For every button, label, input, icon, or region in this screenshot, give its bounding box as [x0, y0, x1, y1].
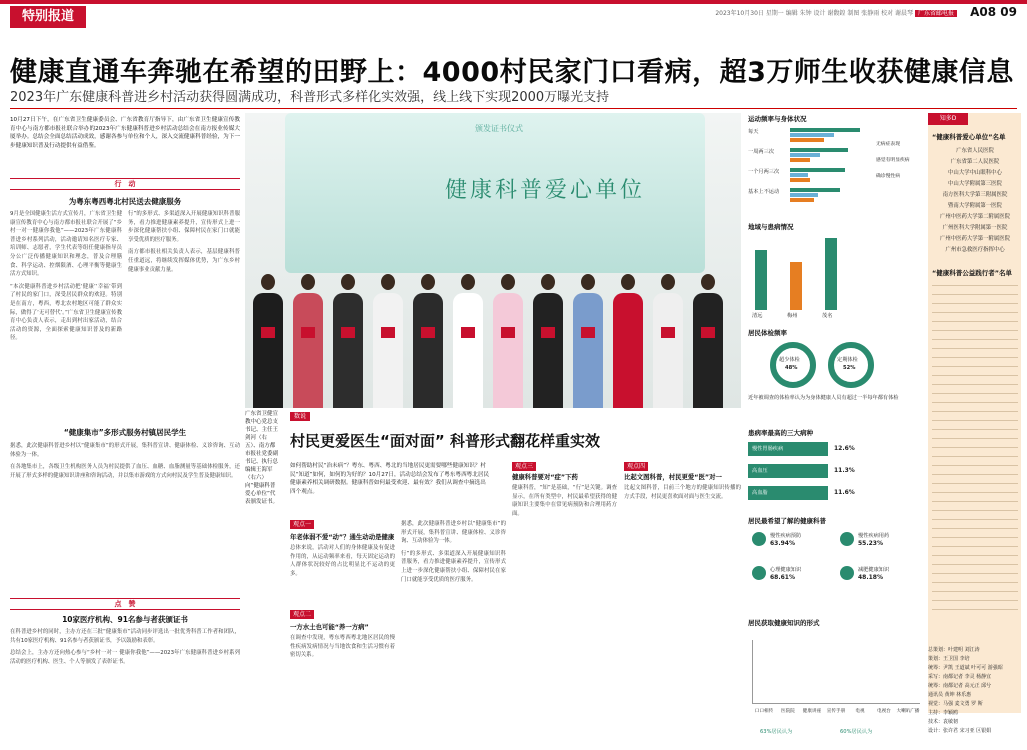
chart1-legend: 无病症表现: [876, 142, 900, 147]
credit-line: 统筹：尹凯 王道斌 叶可可 游强昭: [928, 665, 1003, 671]
chart1-bar: [790, 128, 860, 132]
photo-person-head: [381, 274, 395, 290]
credit-line: 技术：袁敏韧: [928, 719, 959, 725]
point4-tag: 观点四: [624, 462, 648, 471]
article-lead: 如何帮助村民“治未病”？粤东、粤西、粤北的当地居民更需要哪些健康知识？村民“知道”如何，如何的为好的？10月27日，活动总结会发布了粤东粤西粤北居民健康素养相关调研数据。健康科普如何最受欢迎、最有效？我们从调查中摘选出四个观点。: [290, 463, 490, 495]
col4-p1: 行”的多形式、多渠道深入开展健康知识科普服务，看力推进健康素养提升，宣传形式上进一步深化健康帮扶小组、保障村民在家门口就能享受优质的医疗服务。: [128, 211, 240, 243]
point3-text: 健康科普，“知”是基础，“行”是关键。调查显示，在所有类型中，村民最希望获得的健康知识主要集中在常见病预防和合理用药方面。: [512, 485, 617, 517]
photo-certificate: [421, 327, 435, 338]
photo-person: [333, 293, 363, 408]
chart4-label: 慢性胃肠疾病: [752, 446, 784, 452]
section-action-heading: 为粤东粤西粤北村民送去健康服务: [68, 197, 182, 206]
chart3-a-label: 超少体检: [779, 357, 800, 363]
col2-p2: 在各地集市上，各级卫生机构医务人员为村民提供了血压、血糖、血脂测量等基础体检服务，还开展了形式多样的健康知识讲座和咨询活动，并以集市游戏的方式向村民及学生普及健康知识。: [10, 464, 240, 479]
section-market-heading: “健康集市”多形式服务村镇居民学生: [63, 428, 187, 437]
section-action-label: 行 动: [10, 178, 240, 190]
knowledge-list2-title: “健康科普公益践行者”名单: [932, 269, 1013, 277]
chart5-icon: [752, 566, 766, 580]
photo-certificate: [501, 327, 515, 338]
data-section-tag: 数说: [290, 412, 310, 421]
credit-line: 采写：南都记者 李灵 杨静宜: [928, 674, 992, 680]
chart6-cat: 医院院: [781, 709, 795, 714]
credit-line: 主持：李颖鸥: [928, 710, 959, 716]
knowledge-list1-item: 广州市急救医疗指挥中心: [945, 247, 1005, 253]
article-headline: 村民更爱医生“面对面” 科普形式翻花样重实效: [290, 432, 600, 450]
page-meta-text: 2023年10月30日 星期一 编辑 朱钟 设计 谢馥鍠 制图 张静雨 校对 谢晨琴: [715, 10, 914, 17]
edition-badge: 广东省邮电报: [915, 10, 957, 17]
section-praise-label: 点 赞: [10, 598, 240, 610]
chart5-label: 慢性疾病用药: [858, 533, 890, 539]
chart6-cat: 口口相传: [754, 709, 774, 714]
knowledge-list1-item: 暨南大学附属第一医院: [948, 203, 1002, 209]
col-mid-p1: 据悉，此次健康科普进乡村以“健康集市”的形式开展，集科普宣讲、健康体检、义诊咨询、互动体验为一体。: [401, 521, 506, 545]
photo-person: [413, 293, 443, 408]
photo-banner-small: 颁发证书仪式: [475, 124, 523, 133]
photo-person-head: [461, 274, 475, 290]
chart6-b: 60%居民认为: [840, 729, 873, 735]
knowledge-list1-item: 中山大学中山眼科中心: [948, 170, 1002, 176]
knowledge-list2-names: [932, 282, 1018, 612]
chart1-bar: [790, 188, 840, 192]
photo-backdrop-banner: [285, 113, 705, 273]
chart5-value: 48.18%: [858, 574, 883, 581]
page-title: 健康直通车奔驰在希望的田野上：4000村民家门口看病，超3万师生收获健康信息: [10, 57, 1014, 88]
chart6-cat: 电视: [855, 709, 865, 714]
chart6-cat: 健康讲座: [802, 709, 822, 714]
point3-heading: 健康科普要对“症”下药: [512, 473, 578, 481]
chart4-title: 患病率最高的三大病种: [748, 429, 813, 437]
knowledge-list1-item: 广东省第二人民医院: [950, 159, 1000, 165]
photo-person-head: [341, 274, 355, 290]
photo-person-head: [541, 274, 555, 290]
photo-person: [533, 293, 563, 408]
chart1-bar: [790, 193, 818, 197]
credit-line: 设计：张许君 宋习亚 区银娟: [928, 728, 992, 734]
photo-person-head: [301, 274, 315, 290]
chart5-label: 慢性疾病预防: [770, 533, 802, 539]
photo-person-head: [661, 274, 675, 290]
chart1-legend: 感觉有明显疾病: [876, 158, 910, 163]
chart3-b-label: 定期体检: [837, 357, 858, 363]
chart1-bar: [790, 138, 824, 142]
credit-line: 通讯员 黄坤 林乐惠: [928, 692, 972, 698]
photo-person: [373, 293, 403, 408]
col4-p2: 南方都市报社相关负责人表示，基层健康科普任重道远，将继续发挥媒体优势，为广东乡村健康事业贡献力量。: [128, 249, 240, 273]
chart6-cat: 大喇叭广播: [896, 709, 920, 714]
credit-line: 视觉：马强 麦文勇 罗 斯: [928, 701, 983, 707]
chart5-icon: [840, 532, 854, 546]
photo-certificate: [301, 327, 315, 338]
photo-certificate: [261, 327, 275, 338]
top-red-line: [0, 0, 1027, 4]
photo-banner-text: 健康科普爱心单位: [445, 178, 646, 203]
chart4-value: 12.6%: [834, 445, 855, 452]
knowledge-list1-item: 广东省人民医院: [956, 148, 994, 154]
chart1-row-label: 基本上不运动: [748, 189, 780, 195]
col3-text: [10, 628, 240, 743]
point1-text: 总体来说，活动对人们的身体健康及有促进作用的，从运动频率来看，每天固定运动的人群体状况较好的占比明显比不运动的更多。: [290, 545, 395, 577]
chart1-row-label: 一周两三次: [748, 149, 774, 155]
knowledge-list1-item: 南方医科大学第三附属医院: [942, 192, 1008, 198]
photo-person: [653, 293, 683, 408]
chart5-icon: [752, 532, 766, 546]
chart5-value: 63.94%: [770, 540, 795, 547]
chart2-cat1: 清远: [752, 313, 763, 319]
page-number: A08 09: [970, 5, 1017, 19]
chart1-row-label: 每天: [748, 129, 759, 135]
title-rule: [10, 108, 1017, 109]
point1-heading: 年老体弱不爱“动”？通生动动是健康: [290, 533, 395, 541]
photo-caption: 广东省卫健宣教中心党总支书记、主任王剑河（右五）、南方都市报社党委副书记、执行总编辑王海军（右六）向“健康科普爱心单位”代表颁发证书。: [245, 411, 279, 505]
photo-certificate: [541, 327, 555, 338]
chart1-bar: [790, 153, 820, 157]
page-subtitle: 2023年广东健康科普进乡村活动获得圆满成功，科普形式多样化实效强，线上线下实现2000万曝光支持: [10, 90, 610, 105]
chart1-bar: [790, 158, 810, 162]
chart6-a: 63%居民认为: [760, 729, 793, 735]
knowledge-list1-item: 中山大学附属第三医院: [948, 181, 1002, 187]
photo-person: [293, 293, 323, 408]
photo-person-head: [621, 274, 635, 290]
point4-heading: 比起文图科普，村民更爱“医”对一: [624, 473, 722, 481]
chart5-label: 心理健康知识: [770, 567, 802, 573]
photo-certificate: [701, 327, 715, 338]
col4-text: [128, 210, 240, 420]
photo-certificate: [341, 327, 355, 338]
chart1-bar: [790, 148, 848, 152]
photo-person-head: [261, 274, 275, 290]
chart1-legend: 确诊慢性病: [876, 174, 900, 179]
photo-person: [453, 293, 483, 408]
point2-heading: 一方水土也可能“养一方病”: [290, 623, 369, 631]
chart1-bar: [790, 178, 810, 182]
knowledge-list1-title: “健康科普爱心单位”名单: [932, 133, 1006, 141]
col-mid-p2: 行”的多形式、多渠道深入开展健康知识科普服务，看力推进健康素养提升，宣传形式上进一步深化健康帮扶小组、保障村民在家门口就能享受优质的医疗服务。: [401, 550, 506, 583]
knowledge-list1-item: 广州中医药大学第二附属医院: [939, 214, 1011, 220]
chart4-label: 高血压: [752, 468, 768, 474]
credit-line: 统筹：南都记者 高元正 邱兮: [928, 683, 992, 689]
knowledge-tag: 知多D: [928, 113, 968, 125]
knowledge-list1-item: 广州中医药大学第一附属医院: [939, 236, 1011, 242]
chart2-title: 地域与患病情况: [748, 223, 794, 231]
col2-text: [10, 442, 240, 582]
point2-text: 在调查中发现，粤东粤西粤北地区居民的慢性疾病发病情况与当地饮食和生活习惯有着密切关系。: [290, 635, 395, 659]
point3-tag: 观点三: [512, 462, 536, 471]
chart1-bar: [790, 168, 845, 172]
chart6-cat: 宣传手册: [826, 709, 846, 714]
chart4-value: 11.6%: [834, 489, 855, 496]
col3-p1: 在科普进乡村的同时，主办方还在三批“健康集市”活动同步评选出一批优秀科普工作者和团队，共有10家医疗机构、91名参与者获颁证书，予以鼓励和表彰。: [10, 629, 240, 644]
photo-person-head: [421, 274, 435, 290]
photo-person-head: [581, 274, 595, 290]
page-meta: [715, 8, 957, 17]
photo-person: [573, 293, 603, 408]
photo-person: [613, 293, 643, 408]
chart1-bar: [790, 133, 834, 137]
chart6-axes: [752, 640, 920, 704]
chart5-value: 55.23%: [858, 540, 883, 547]
knowledge-list1-item: 广州医科大学附属第一医院: [942, 225, 1008, 231]
photo-person: [253, 293, 283, 408]
credit-line: 策划：王卫国 李培: [928, 656, 970, 662]
section-praise-heading: 10家医疗机构、91名参与者获颁证书: [62, 615, 188, 624]
photo-certificate: [581, 327, 595, 338]
chart5-label: 减肥健康知识: [858, 567, 890, 573]
col1-p1: 9月是全国健康生活方式宣传月，广东省卫生健康宣传教育中心与南方都市报社联合开展了“乡村一对一健康你我他”——2023年广东健康科普进乡村系列活动，活动邀请知名医疗专家、培训师、志愿者，学生代表等组任健康指导员分公广泛传播健康知识和理念，普及合理膳食、科学运动、控烟限酒、心理平衡等健康生活方式知识。: [10, 211, 122, 278]
chart3-a-value: 48%: [785, 365, 798, 371]
chart4-label: 高血脂: [752, 490, 768, 496]
col2-p1: 据悉，此次健康科普进乡村以“健康集市”的形式开展，集科普宣讲、健康体检、义诊咨询、互动体验为一体。: [10, 443, 240, 458]
photo-person-head: [701, 274, 715, 290]
col-mid-text: [401, 520, 506, 740]
point1-tag: 观点一: [290, 520, 314, 529]
chart5-icon: [840, 566, 854, 580]
photo-certificate: [621, 327, 635, 338]
chart1-row-label: 一个月两三次: [748, 169, 780, 175]
chart1-bar: [790, 198, 814, 202]
col1-text: [10, 210, 122, 420]
photo-certificate: [461, 327, 475, 338]
chart1-title: 运动频率与身体状况: [748, 115, 807, 123]
point2-tag: 观点二: [290, 610, 314, 619]
point4-text: 比起文图科普，目前三个地方的健康知识传播的方式手段，村民更喜欢面对面与医生交流。: [624, 485, 741, 500]
chart2-cat2: 梅州: [787, 313, 798, 319]
chart3-b-value: 52%: [843, 365, 856, 371]
photo-certificate: [381, 327, 395, 338]
chart4-value: 11.3%: [834, 467, 855, 474]
ceremony-photo: [245, 113, 741, 408]
credit-line: 总策划：叶建明 刘江涛: [928, 647, 980, 653]
photo-certificate: [661, 327, 675, 338]
col3-p2: 总结会上，主办方还向热心参与“乡村一对一 健康你我他”——2023年广东健康科普进乡村系列活动的医疗机构、医生、个人等颁发了表彰证书。: [10, 650, 240, 665]
chart3-note: 近年被调查的体检率认为为身体健康人员有超过一半每年都有体检: [748, 395, 899, 401]
chart1-bar: [790, 173, 808, 177]
photo-person: [693, 293, 723, 408]
col1-p2: “本次健康科普进乡村活动把‘健康’‘幸福’带到了村民的家门口，深受居民群众的欢迎。特别是在南方，粤西，粤北农村地区可能了群众实际，做得了‘无可替代’。”广东省卫生健康宣传教育中心负责人表示，走出到村出家活动，结合活动的资源，全面探索健康知识普及的新路径。: [10, 283, 122, 342]
chart5-title: 居民最希望了解的健康科普: [748, 517, 826, 525]
chart6-cat: 电视台: [877, 709, 891, 714]
photo-person-head: [501, 274, 515, 290]
section-tag: 特别报道: [10, 6, 86, 28]
chart5-value: 68.61%: [770, 574, 795, 581]
photo-person: [493, 293, 523, 408]
chart6-title: 居民获取健康知识的形式: [748, 619, 820, 627]
chart3-title: 居民体检频率: [748, 329, 787, 337]
chart2-cat3: 茂名: [822, 313, 833, 319]
intro-paragraph: 10月27日下午，在广东省卫生健康委员会、广东省教育厅指导下，由广东省卫生健康宣传教育中心与南方都市报社联合举办的2023年广东健康科普进乡村活动总结会在南方报业传媒大厦举办。总结会全面总结活动成效，感谢各参与单位和个人，深入交流健康科普经验，为下一步健康知识普及行动提供有益借鉴。: [10, 117, 240, 149]
